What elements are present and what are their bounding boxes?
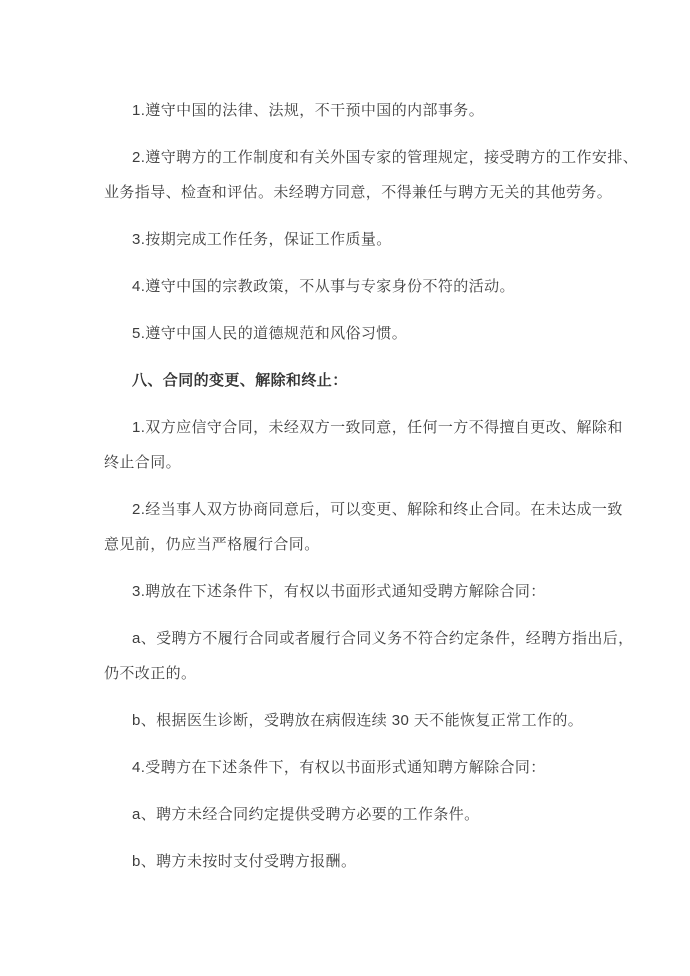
paragraph <box>104 492 623 562</box>
text-line: 3.聘放在下述条件下，有权以书面形式通知受聘方解除合同： <box>132 583 546 600</box>
text-line: 仍不改正的。 <box>104 665 197 682</box>
paragraph <box>104 140 639 210</box>
text-line: b、根据医生诊断，受聘放在病假连续 30 天不能恢复正常工作的。 <box>132 712 584 729</box>
paragraph <box>104 316 600 351</box>
text-line: 2.遵守聘方的工作制度和有关外国专家的管理规定，接受聘方的工作安排、 <box>132 149 639 166</box>
text-line: a、受聘方不履行合同或者履行合同义务不符合约定条件，经聘方指出后， <box>132 630 634 647</box>
text-line: 4.受聘方在下述条件下，有权以书面形式通知聘方解除合同： <box>132 759 546 776</box>
paragraph <box>104 222 600 257</box>
text-line: 4.遵守中国的宗教政策，不从事与专家身份不符的活动。 <box>132 278 515 295</box>
paragraph <box>104 797 600 832</box>
paragraph <box>104 621 634 691</box>
text-line: 5.遵守中国人民的道德规范和风俗习惯。 <box>132 325 408 342</box>
paragraph <box>104 269 600 304</box>
paragraph <box>104 703 600 738</box>
paragraph <box>104 750 600 785</box>
text-line: 1.双方应信守合同，未经双方一致同意，任何一方不得擅自更改、解除和 <box>132 419 623 436</box>
text-line: 1.遵守中国的法律、法规，不干预中国的内部事务。 <box>132 102 485 119</box>
text-line: 业务指导、检查和评估。未经聘方同意，不得兼任与聘方无关的其他劳务。 <box>104 184 613 201</box>
text-line: b、聘方未按时支付受聘方报酬。 <box>132 853 357 870</box>
text-line: 意见前，仍应当严格履行合同。 <box>104 536 320 553</box>
section-heading <box>104 363 600 398</box>
paragraph <box>104 410 623 480</box>
text-line: 八、合同的变更、解除和终止： <box>132 372 348 389</box>
paragraph <box>104 844 600 879</box>
document-body <box>104 93 639 879</box>
paragraph <box>104 93 600 128</box>
text-line: 3.按期完成工作任务，保证工作质量。 <box>132 231 392 248</box>
text-line: 终止合同。 <box>104 454 182 471</box>
paragraph <box>104 574 600 609</box>
text-line: a、聘方未经合同约定提供受聘方必要的工作条件。 <box>132 806 480 823</box>
text-line: 2.经当事人双方协商同意后，可以变更、解除和终止合同。在未达成一致 <box>132 501 623 518</box>
